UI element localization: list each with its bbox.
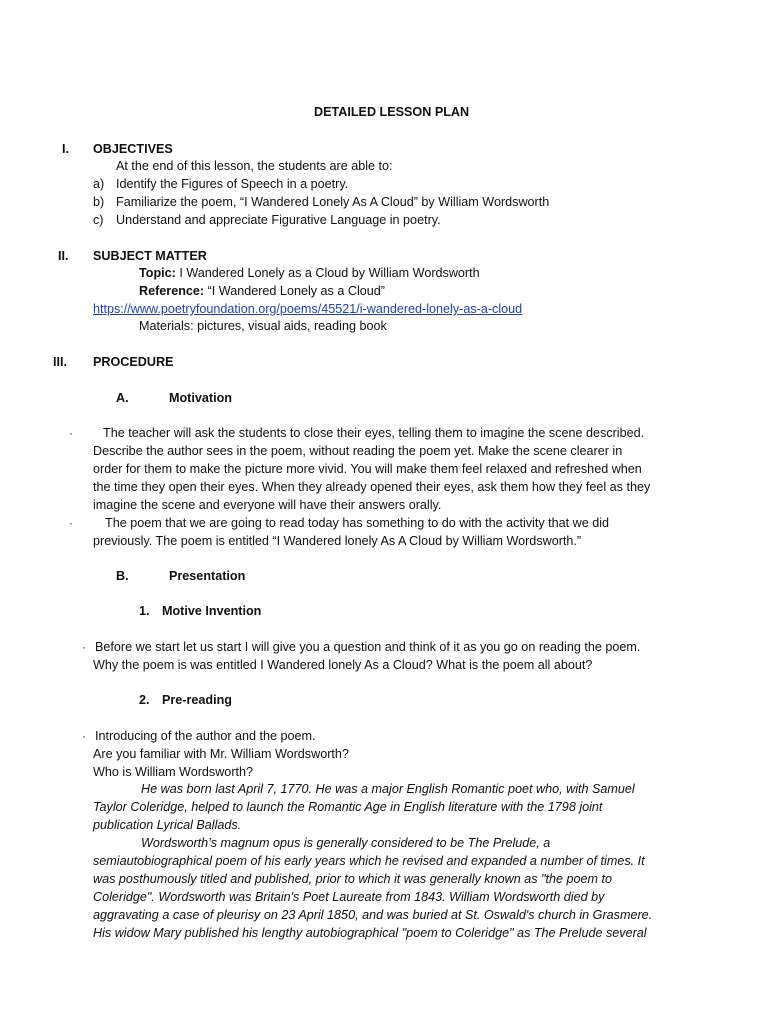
objectives-intro: At the end of this lesson, the students are able to: — [116, 159, 393, 173]
prereading-heading: Pre-reading — [162, 693, 232, 707]
reference-link[interactable]: https://www.poetryfoundation.org/poems/45521/i-wandered-lonely-as-a-cloud — [93, 302, 523, 316]
objective-letter: b) — [93, 195, 105, 209]
subject-matter-heading: SUBJECT MATTER — [93, 249, 207, 263]
motive-line: Before we start let us start I will give you a question and think of it as you go on reading the poem. — [95, 640, 641, 654]
reference-line — [139, 282, 385, 300]
prereading-line: Who is William Wordsworth? — [93, 765, 254, 779]
motivation-para-line: order for them to make the picture more vivid. You will make them feel relaxed and refreshed when — [93, 462, 642, 476]
bullet-icon: · — [82, 640, 86, 654]
motivation-para-line: The teacher will ask the students to close their eyes, telling them to imagine the scene described. — [103, 426, 645, 440]
prereading-number: 2. — [139, 693, 150, 707]
prereading-line: Introducing of the author and the poem. — [95, 729, 316, 743]
objectives-numeral: I. — [62, 142, 69, 156]
motivation-letter: A. — [116, 391, 129, 405]
bio-line: was posthumously titled and published, prior to which it was generally known as "the poem to — [93, 872, 612, 886]
subject-matter-numeral: II. — [58, 249, 69, 263]
bio-line: He was born last April 7, 1770. He was a major English Romantic poet who, with Samuel — [141, 782, 635, 796]
bio-line: semiautobiographical poem of his early years which he revised and expanded a number of times. It — [93, 854, 645, 868]
bio-line: publication Lyrical Ballads. — [93, 818, 242, 832]
objective-letter: c) — [93, 213, 104, 227]
bullet-icon: · — [69, 516, 73, 530]
presentation-heading: Presentation — [169, 569, 246, 583]
reference-label: Reference: — [139, 284, 205, 298]
motivation-para-line: previously. The poem is entitled “I Wandered lonely As A Cloud by William Wordsworth.” — [93, 534, 582, 548]
page-title: DETAILED LESSON PLAN — [314, 105, 470, 119]
motive-line: Why the poem is was entitled I Wandered lonely As a Cloud? What is the poem all about? — [93, 658, 593, 672]
procedure-numeral: III. — [53, 355, 67, 369]
bio-line: aggravating a case of pleurisy on 23 April 1850, and was buried at St. Oswald's church in Grasmere. — [93, 908, 653, 922]
objectives-heading: OBJECTIVES — [93, 142, 173, 156]
objective-letter: a) — [93, 177, 105, 191]
motivation-para-line: imagine the scene and everyone will have their answers orally. — [93, 498, 442, 512]
motive-number: 1. — [139, 604, 150, 618]
topic-value: I Wandered Lonely as a Cloud by William Wordsworth — [179, 266, 480, 280]
objective-text: Identify the Figures of Speech in a poetry. — [116, 177, 349, 191]
bullet-icon: · — [69, 426, 73, 440]
motivation-para-line: The poem that we are going to read today has something to do with the activity that we did — [105, 516, 610, 530]
topic-line — [139, 264, 480, 282]
bio-line: Taylor Coleridge, helped to launch the Romantic Age in English literature with the 1798 joint — [93, 800, 603, 814]
motivation-para-line: the time they open their eyes. When they already opened their eyes, ask them how they feel as they — [93, 480, 651, 494]
bio-line: Wordsworth’s magnum opus is generally considered to be The Prelude, a — [141, 836, 551, 850]
bullet-icon: · — [82, 729, 86, 743]
objective-text: Familiarize the poem, “I Wandered Lonely As A Cloud” by William Wordsworth — [116, 195, 550, 209]
motivation-para-line: Describe the author sees in the poem, without reading the poem yet. Make the scene clearer in — [93, 444, 623, 458]
bio-line: Coleridge". Wordsworth was Britain's Poet Laureate from 1843. William Wordsworth died by — [93, 890, 605, 904]
materials-line: Materials: pictures, visual aids, reading book — [139, 319, 387, 333]
prereading-line: Are you familiar with Mr. William Wordsworth? — [93, 747, 349, 761]
procedure-heading: PROCEDURE — [93, 355, 174, 369]
motivation-heading: Motivation — [169, 391, 232, 405]
presentation-letter: B. — [116, 569, 129, 583]
objective-text: Understand and appreciate Figurative Language in poetry. — [116, 213, 441, 227]
bio-line: His widow Mary published his lengthy autobiographical "poem to Coleridge" as The Prelude several — [93, 926, 647, 940]
topic-label: Topic: — [139, 266, 176, 280]
motive-heading: Motive Invention — [162, 604, 262, 618]
reference-value: “I Wandered Lonely as a Cloud” — [207, 284, 385, 298]
